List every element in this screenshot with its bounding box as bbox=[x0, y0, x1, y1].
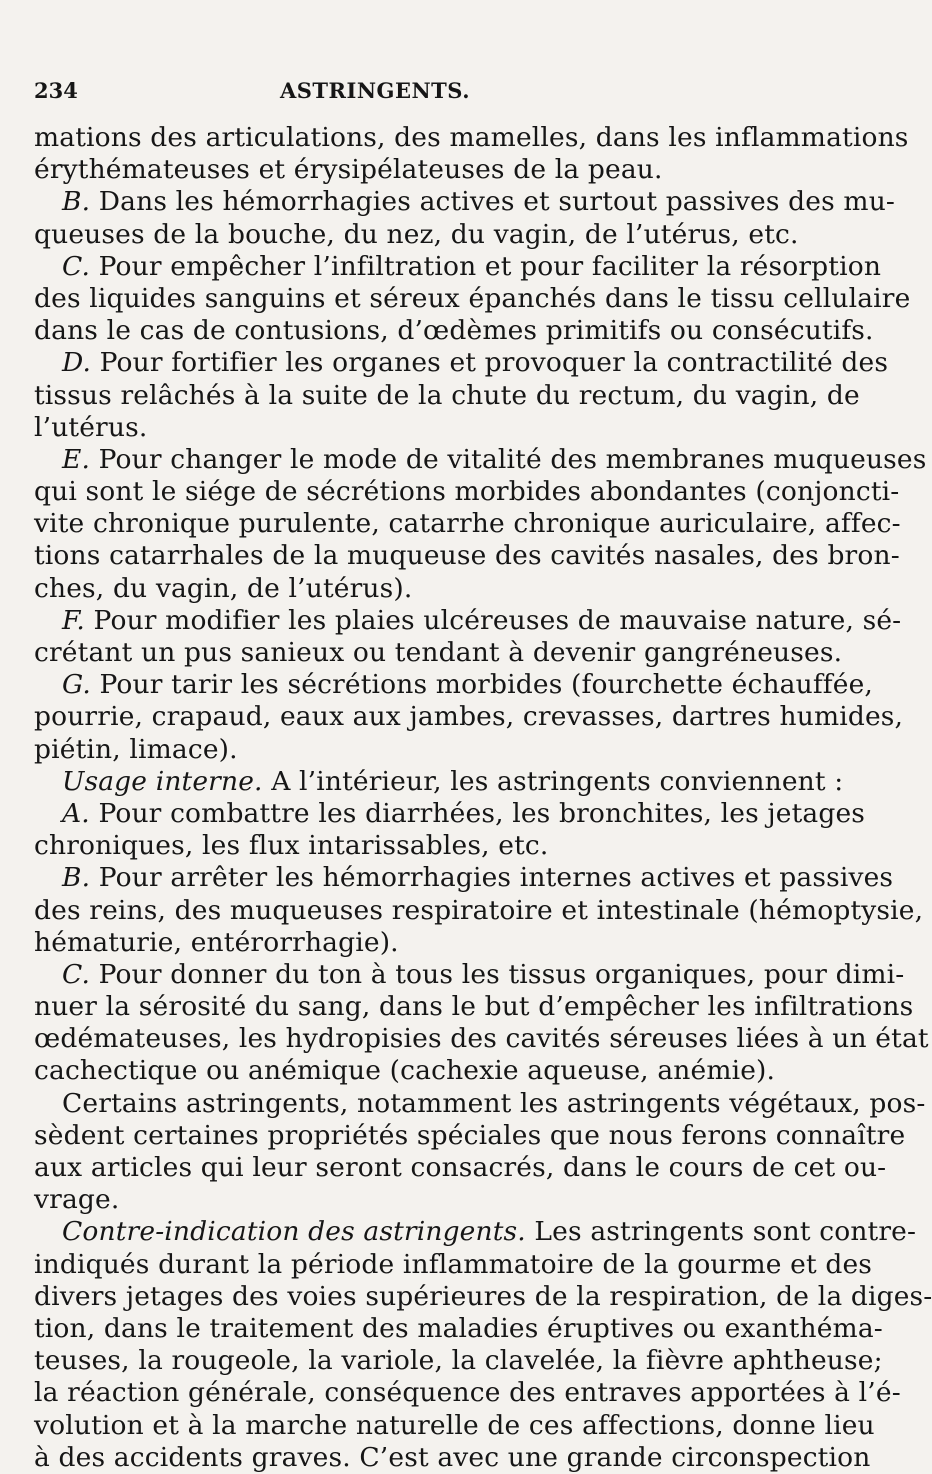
text-line: Usage interne. A l’intérieur, les astringents conviennent : bbox=[62, 765, 844, 797]
text-line: tion, dans le traitement des maladies éruptives ou exanthéma- bbox=[34, 1312, 883, 1344]
text-line: F. Pour modifier les plaies ulcéreuses de mauvaise nature, sé- bbox=[62, 604, 902, 636]
text-line: des reins, des muqueuses respiratoire et intestinale (hémoptysie, bbox=[34, 894, 924, 926]
text-line: aux articles qui leur seront consacrés, dans le cours de cet ou- bbox=[34, 1152, 887, 1183]
text-line: qui sont le siége de sécrétions morbides abondantes (conjoncti- bbox=[34, 476, 900, 508]
page-number: 234 bbox=[34, 78, 78, 103]
text-line: divers jetages des voies supérieures de la respiration, de la diges- bbox=[34, 1280, 932, 1312]
text-line: vrage. bbox=[34, 1184, 120, 1216]
text-line: dans le cas de contusions, d’œdèmes primitifs ou consécutifs. bbox=[34, 315, 874, 347]
text-line: A. Pour combattre les diarrhées, les bronchites, les jetages bbox=[62, 797, 866, 829]
text-line: des liquides sanguins et séreux épanchés dans le tissu cellulaire bbox=[34, 282, 911, 314]
text-line: vite chronique purulente, catarrhe chronique auriculaire, affec- bbox=[34, 508, 901, 540]
text-line: à des accidents graves. C’est avec une grande circonspection bbox=[34, 1441, 871, 1473]
text-line: ches, du vagin, de l’utérus). bbox=[34, 572, 413, 604]
text-line: crétant un pus sanieux ou tendant à devenir gangréneuses. bbox=[34, 637, 843, 668]
text-line: E. Pour changer le mode de vitalité des membranes muqueuses bbox=[62, 443, 927, 475]
text-line: tions catarrhales de la muqueuse des cavités nasales, des bron- bbox=[34, 540, 900, 572]
text-line: cachectique ou anémique (cachexie aqueuse, anémie). bbox=[34, 1055, 776, 1087]
text-line: indiqués durant la période inflammatoire de la gourme et des bbox=[34, 1248, 873, 1280]
page-header bbox=[34, 78, 766, 122]
text-line: tissus relâchés à la suite de la chute du rectum, du vagin, de bbox=[34, 379, 860, 411]
text-line: œdémateuses, les hydropisies des cavités séreuses liées à un état bbox=[34, 1023, 929, 1055]
text-line: queuses de la bouche, du nez, du vagin, de l’utérus, etc. bbox=[34, 218, 799, 250]
text-line: Certains astringents, notamment les astringents végétaux, pos- bbox=[62, 1087, 926, 1119]
text-line: B. Pour arrêter les hémorrhagies internes actives et passives bbox=[62, 862, 894, 894]
running-head: ASTRINGENTS. bbox=[279, 78, 471, 103]
text-line: volution et à la marche naturelle de ces affections, donne lieu bbox=[34, 1409, 875, 1441]
text-line: l’utérus. bbox=[34, 411, 148, 443]
text-line: piétin, limace). bbox=[34, 733, 238, 765]
text-line: teuses, la rougeole, la variole, la clavelée, la fièvre aphtheuse; bbox=[34, 1345, 883, 1377]
text-line: mations des articulations, des mamelles, dans les inflammations bbox=[34, 122, 909, 153]
text-line: chroniques, les flux intarissables, etc. bbox=[34, 830, 549, 862]
text-line: G. Pour tarir les sécrétions morbides (fourchette échauffée, bbox=[62, 669, 874, 701]
text-line: D. Pour fortifier les organes et provoquer la contractilité des bbox=[62, 347, 889, 379]
body-text bbox=[34, 122, 932, 1474]
text-line: B. Dans les hémorrhagies actives et surtout passives des mu- bbox=[62, 186, 896, 218]
text-line: sèdent certaines propriétés spéciales que nous ferons connaître bbox=[34, 1119, 906, 1151]
text-line: hématurie, entérorrhagie). bbox=[34, 926, 399, 958]
text-line: Contre-indication des astringents. Les astringents sont contre- bbox=[62, 1216, 917, 1248]
text-line: la réaction générale, conséquence des entraves apportées à l’é- bbox=[34, 1377, 901, 1409]
text-line: C. Pour empêcher l’infiltration et pour faciliter la résorption bbox=[62, 250, 882, 282]
text-line: pourrie, crapaud, eaux aux jambes, crevasses, dartres humides, bbox=[34, 701, 904, 733]
text-line: nuer la sérosité du sang, dans le but d’empêcher les infiltrations bbox=[34, 991, 914, 1023]
text-line: érythémateuses et érysipélateuses de la peau. bbox=[34, 154, 663, 186]
text-line: C. Pour donner du ton à tous les tissus organiques, pour dimi- bbox=[62, 958, 905, 990]
